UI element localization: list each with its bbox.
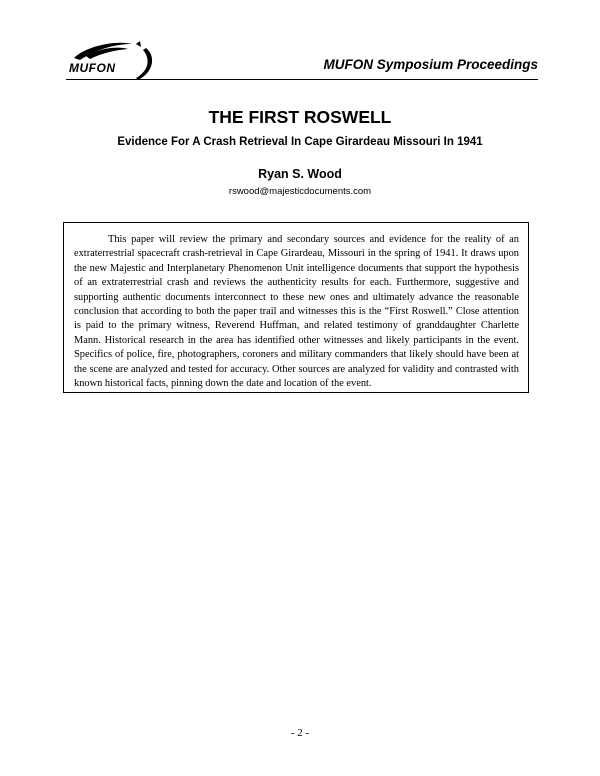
logo-text: MUFON: [69, 61, 116, 75]
author-email[interactable]: rswood@majesticdocuments.com: [228, 186, 372, 197]
abstract-text: This paper will review the primary and secondary sources and evidence for the reality of an extraterrestrial spacecraft crash-retrieval in Cape Girardeau, Missouri in the spring of 1941. It draws upon the new Majestic and Interplanetary Phenomenon Unit intelligence documents that support the hypothesis of an extraterrestrial crash and reviews the authenticity results for each. Furthermore, suggestive and supporting authentic documents interconnect to these new ones and ultimately advance the reasonable conclusion that according to both the paper trail and witnesses this is the “First Roswell.” Close attention is paid to the primary witness, Reverend Huffman, and related testimony of granddaughter Charlette Mann. Historical research in the area has identified other witnesses and likely participants in the event. Specifics of police, fire, photographers, coroners and military commanders that likely should have been at the scene are analyzed and tested for accuracy. Other sources are analyzed for validity and contrasted with known historical facts, pinning down the date and location of the event.: [74, 234, 519, 390]
mufon-swoosh-icon: [66, 38, 162, 82]
mufon-logo: [66, 38, 162, 82]
page-number: - 2 -: [290, 727, 310, 739]
paper-subtitle: Evidence For A Crash Retrieval In Cape Girardeau Missouri In 1941: [117, 136, 483, 148]
proceedings-title: MUFON Symposium Proceedings: [323, 57, 538, 72]
abstract-box: [63, 222, 529, 393]
author-name: Ryan S. Wood: [258, 167, 342, 181]
paper-title: THE FIRST ROSWELL: [208, 107, 392, 127]
page-header: [66, 38, 538, 82]
header-divider: [66, 79, 538, 80]
